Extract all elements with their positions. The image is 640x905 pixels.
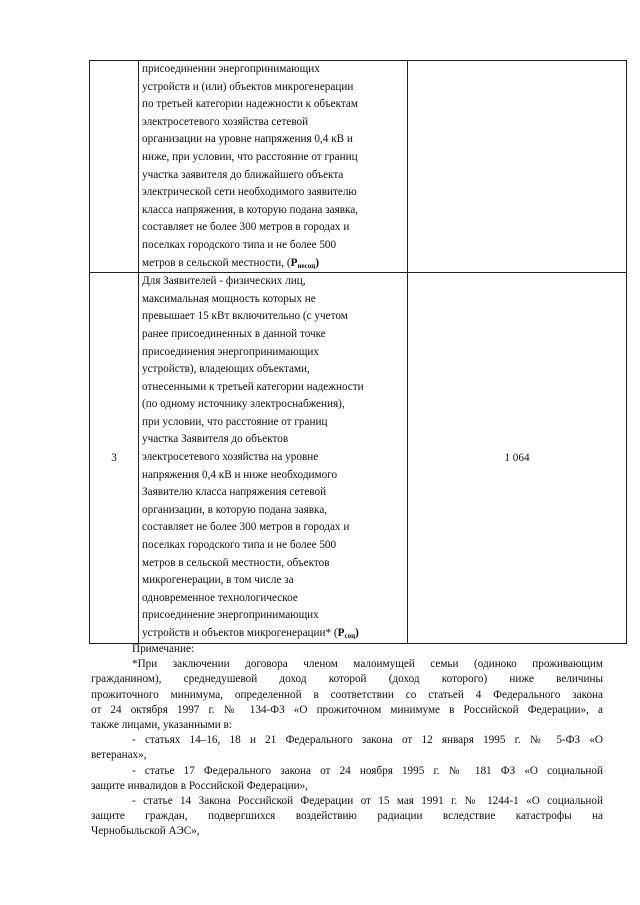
description-line: электросетевого хозяйства на уровне [142,451,319,464]
description-line: устройств и (или) объектов микрогенерации [142,80,354,93]
description-line: присоединение энергопринимающих [142,609,319,622]
symbol-subscript: несоц [297,261,316,270]
description-line: присоединении энергопринимающих [142,63,320,75]
row-number-cell: 3 [90,273,139,643]
description-last-line [142,625,404,643]
table-row [90,61,627,273]
description-last-line [142,255,404,273]
row-value-cell: 1 064 [408,273,627,643]
table-row [90,273,627,643]
description-line: организации на уровне напряжения 0,4 кВ и [142,133,353,146]
symbol-p: Р [290,256,298,269]
description-line: электросетевого хозяйства сетевой [142,115,309,128]
text-segment: метров в сельской местности, ( [142,256,291,269]
description-line: превышает 15 кВт включительно (с учетом [142,310,348,323]
symbol-p: Р [337,627,345,639]
note-item-last-line: ветеранах», [91,749,147,762]
notes-section [91,642,603,840]
description-line: (по одному источнику электроснабжения), [142,398,345,411]
description-line: при условии, что расстояние от границ [142,415,328,428]
description-line: участка Заявителя до объектов [142,433,289,446]
notes-heading: Примечание: [132,643,195,655]
note-line: прожиточного минимума, определенной в соответствии со статьей 4 Федерального закона [91,688,603,701]
description-line: метров в сельской местности, объектов [142,556,330,569]
note-line: *При заключении договора членом малоимущей семьи (одиноко проживающим [132,658,603,671]
note-paragraph-last-line: также лицами, указанными в: [91,719,232,732]
description-line: поселках городского типа и не более 500 [142,238,337,251]
description-line: максимальная мощность которых не [142,292,316,305]
note-item-last-line: Чернобыльской АЭС», [91,825,200,838]
note-item-last-line: защите инвалидов в Российской Федерации», [91,779,308,792]
note-paragraph [91,657,603,718]
row-value-cell [408,61,627,273]
note-line: - статье 14 Закона Российской Федерации от 15 мая 1991 г. № 1244-1 «О социальной [132,795,603,808]
symbol-subscript: соц [344,632,356,640]
description-line: составляет не более 300 метров в городах и [142,221,350,234]
row-number-cell [90,61,139,273]
description-line: отнесенными к третьей категории надежности [142,380,364,393]
note-line: защите граждан, подвергшихся воздействию радиации вследствие катастрофы на [91,810,603,823]
description-line: составляет не более 300 метров в городах и [142,521,350,534]
description-line: микрогенерации, в том числе за [142,574,294,587]
description-line: организации, в которую подана заявка, [142,503,328,516]
description-line: ниже, при условии, что расстояние от границ [142,150,358,163]
note-line: гражданином), среднедушевой доход которой (доход которого) ниже величины [91,673,603,686]
description-line: участка заявителя до ближайшего объекта [142,168,344,181]
description-line: класса напряжения, в которую подана заявка, [142,203,359,216]
text-segment: ) [355,627,359,639]
text-segment: ) [315,256,320,269]
note-line: от 24 октября 1997 г. № 134-ФЗ «О прожиточном минимуме в Российской Федерации», а [91,703,603,716]
text-segment: устройств и объектов микрогенерации* ( [142,627,338,639]
description-line: одновременное технологическое [142,591,298,604]
note-item [91,794,603,824]
description-line: Для Заявителей - физических лиц, [142,275,306,288]
description-line: ранее присоединенных в данной точке [142,327,326,340]
note-item [91,733,603,748]
description-line: присоединения энергопринимающих [142,345,319,358]
description-line: по третьей категории надежности к объектам [142,98,358,111]
tariff-table [89,60,627,644]
note-line: - статье 17 Федерального закона от 24 ноября 1995 г. № 181 ФЗ «О социальной [132,764,603,777]
row-description-cell [139,273,408,643]
note-item [91,764,603,779]
description-line: напряжения 0,4 кВ и ниже необходимого [142,468,338,481]
description-line: поселках городского типа и не более 500 [142,539,337,552]
note-line: - статьях 14–16, 18 и 21 Федерального закона от 12 января 1995 г. № 5-ФЗ «О [132,734,603,747]
description-line: устройств), владеющих объектами, [142,363,310,376]
row-description-cell [139,61,408,273]
description-line: электрической сети необходимого заявителю [142,186,357,199]
description-line: Заявителю класса напряжения сетевой [142,486,327,499]
